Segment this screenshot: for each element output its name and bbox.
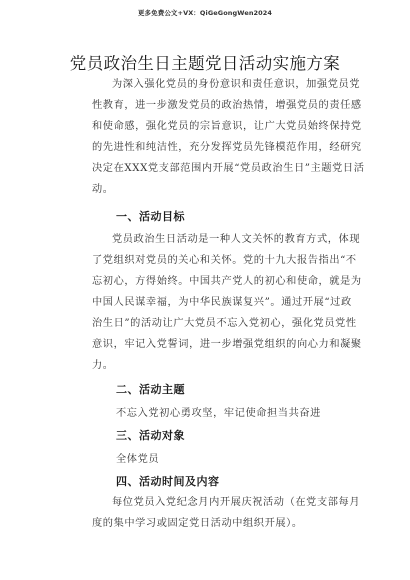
intro-paragraph: [92, 74, 365, 200]
goals-line: 中国人民谋幸福，为中华民族谋复兴”。通过开展“过政: [92, 297, 352, 308]
goals-line: 忘初心，方得始终。中国共产党人的初心和使命，就是为: [92, 276, 362, 287]
schedule-paragraph: [92, 492, 361, 534]
section-heading-goals: 一、活动目标: [116, 210, 185, 223]
schedule-line: 度的集中学习或固定党日活动中组织开展）。: [92, 518, 303, 529]
participants-text: 全体党员: [116, 454, 160, 465]
intro-line: 决定在XXX党支部范围内开展“党员政治生日”主题党日活: [92, 163, 365, 174]
goals-line: 力。: [92, 360, 114, 371]
intro-line: 性教育，进一步激发党员的政治热情，增强党员的责任感: [92, 100, 362, 111]
schedule-line: 每位党员入党纪念月内开展庆祝活动（在党支部每月: [112, 497, 361, 508]
section-heading-participants: 三、活动对象: [116, 429, 185, 442]
header-watermark-note: 更多免费公文+VX：QiGeGongWen2024: [137, 9, 273, 17]
document-title: 党员政治生日主题党日活动实施方案: [69, 54, 341, 73]
intro-line: 和使命感，强化党员的宗旨意识，让广大党员始终保持党: [92, 121, 362, 132]
goals-line: 了党组织对党员的关心和关怀。党的十九大报告指出“不: [92, 255, 357, 266]
theme-text: 不忘入党初心勇攻坚，牢记使命担当共奋进: [116, 408, 321, 419]
goals-paragraph: [92, 229, 362, 376]
intro-line: 的先进性和纯洁性，充分发挥党员先锋模范作用，经研究: [92, 142, 362, 153]
goals-line: 意识，牢记入党誓词，进一步增强党组织的向心力和凝聚: [92, 339, 362, 350]
section-heading-schedule: 四、活动时间及内容: [116, 475, 220, 488]
intro-line: 为深入强化党员的身份意识和责任意识，加强党员党: [112, 79, 361, 90]
goals-line: 治生日”的活动让广大党员不忘入党初心，强化党员党性: [92, 318, 357, 329]
goals-line: 党员政治生日活动是一种人文关怀的教育方式，体现: [112, 234, 361, 245]
intro-line: 动。: [92, 184, 114, 195]
section-heading-theme: 二、活动主题: [116, 383, 185, 396]
